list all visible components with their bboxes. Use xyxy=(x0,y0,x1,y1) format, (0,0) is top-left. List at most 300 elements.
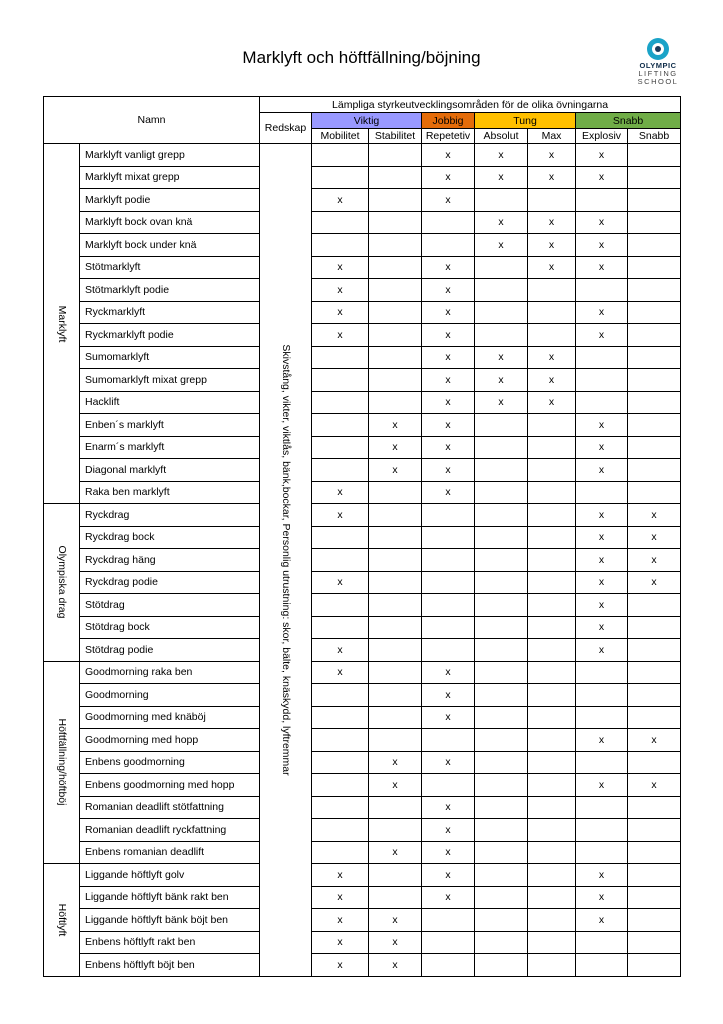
mark-cell-absolut: x xyxy=(475,144,528,167)
mark-cell-explosiv: x xyxy=(576,436,628,459)
mark-cell-explosiv: x xyxy=(576,256,628,279)
mark-cell-stabilitet: x xyxy=(369,931,422,954)
column-header-absolut: Absolut xyxy=(475,129,528,144)
mark-cell-absolut xyxy=(475,819,528,842)
mark-cell-repetetiv: x xyxy=(422,436,475,459)
mark-cell-absolut xyxy=(475,864,528,887)
table-row xyxy=(44,931,681,954)
exercise-name: Goodmorning xyxy=(80,684,260,707)
exercise-name: Stötmarklyft podie xyxy=(80,279,260,302)
table-row xyxy=(44,886,681,909)
mark-cell-explosiv xyxy=(576,279,628,302)
mark-cell-repetetiv: x xyxy=(422,324,475,347)
mark-cell-explosiv xyxy=(576,751,628,774)
mark-cell-max: x xyxy=(528,256,576,279)
exercise-name: Enarm´s marklyft xyxy=(80,436,260,459)
mark-cell-mobilitet xyxy=(312,391,369,414)
exercise-table xyxy=(43,96,681,977)
mark-cell-explosiv: x xyxy=(576,459,628,482)
exercise-name: Marklyft mixat grepp xyxy=(80,166,260,189)
table-row xyxy=(44,684,681,707)
table-row xyxy=(44,841,681,864)
mark-cell-absolut xyxy=(475,436,528,459)
mark-cell-stabilitet xyxy=(369,256,422,279)
mark-cell-stabilitet: x xyxy=(369,774,422,797)
mark-cell-snabb xyxy=(628,684,681,707)
table-row xyxy=(44,256,681,279)
table-row xyxy=(44,144,681,167)
mark-cell-mobilitet xyxy=(312,369,369,392)
olympic-lifting-school-logo xyxy=(630,38,686,86)
logo-line-3: SCHOOL xyxy=(637,77,679,86)
mark-cell-snabb xyxy=(628,796,681,819)
mark-cell-repetetiv xyxy=(422,211,475,234)
mark-cell-repetetiv xyxy=(422,526,475,549)
table-row xyxy=(44,864,681,887)
mark-cell-absolut xyxy=(475,279,528,302)
mark-cell-absolut xyxy=(475,571,528,594)
mark-cell-repetetiv: x xyxy=(422,391,475,414)
logo-line-1: OLYMPIC xyxy=(639,61,677,70)
mark-cell-max xyxy=(528,549,576,572)
table-row xyxy=(44,234,681,257)
mark-cell-max xyxy=(528,639,576,662)
mark-cell-stabilitet xyxy=(369,526,422,549)
mark-cell-stabilitet xyxy=(369,234,422,257)
mark-cell-absolut xyxy=(475,549,528,572)
mark-cell-stabilitet xyxy=(369,639,422,662)
mark-cell-snabb: x xyxy=(628,774,681,797)
table-row xyxy=(44,954,681,977)
mark-cell-max xyxy=(528,864,576,887)
table-row xyxy=(44,481,681,504)
mark-cell-absolut: x xyxy=(475,166,528,189)
table-row xyxy=(44,279,681,302)
mark-cell-stabilitet xyxy=(369,594,422,617)
mark-cell-max xyxy=(528,504,576,527)
mark-cell-explosiv: x xyxy=(576,571,628,594)
exercise-name: Liggande höftlyft golv xyxy=(80,864,260,887)
mark-cell-repetetiv: x xyxy=(422,886,475,909)
table-row xyxy=(44,166,681,189)
mark-cell-stabilitet: x xyxy=(369,459,422,482)
mark-cell-stabilitet xyxy=(369,144,422,167)
mark-cell-repetetiv: x xyxy=(422,751,475,774)
mark-cell-repetetiv xyxy=(422,549,475,572)
mark-cell-absolut xyxy=(475,684,528,707)
mark-cell-max: x xyxy=(528,369,576,392)
mark-cell-stabilitet xyxy=(369,211,422,234)
page-title: Marklyft och höftfällning/böjning xyxy=(242,48,481,67)
mark-cell-mobilitet xyxy=(312,751,369,774)
mark-cell-snabb: x xyxy=(628,571,681,594)
mark-cell-mobilitet: x xyxy=(312,189,369,212)
mark-cell-repetetiv xyxy=(422,594,475,617)
mark-cell-explosiv xyxy=(576,684,628,707)
mark-cell-max xyxy=(528,324,576,347)
mark-cell-max xyxy=(528,594,576,617)
mark-cell-explosiv: x xyxy=(576,504,628,527)
mark-cell-absolut xyxy=(475,594,528,617)
table-row xyxy=(44,571,681,594)
mark-cell-stabilitet xyxy=(369,346,422,369)
mark-cell-explosiv: x xyxy=(576,414,628,437)
exercise-name: Romanian deadlift ryckfattning xyxy=(80,819,260,842)
mark-cell-snabb xyxy=(628,211,681,234)
group-snabb: Snabb xyxy=(576,113,681,129)
mark-cell-explosiv xyxy=(576,931,628,954)
mark-cell-absolut xyxy=(475,414,528,437)
mark-cell-stabilitet xyxy=(369,616,422,639)
mark-cell-stabilitet: x xyxy=(369,909,422,932)
mark-cell-snabb xyxy=(628,639,681,662)
mark-cell-max xyxy=(528,751,576,774)
mark-cell-max xyxy=(528,661,576,684)
mark-cell-absolut: x xyxy=(475,369,528,392)
mark-cell-max xyxy=(528,189,576,212)
redskap-text: Skivstång, vikter, viktlås, bänk,bockar, Personlig utrustning: skor, bälte, knäskydd, lyftremmar xyxy=(279,344,292,776)
mark-cell-explosiv: x xyxy=(576,324,628,347)
mark-cell-absolut xyxy=(475,481,528,504)
mark-cell-explosiv: x xyxy=(576,729,628,752)
mark-cell-mobilitet xyxy=(312,774,369,797)
mark-cell-max xyxy=(528,954,576,977)
exercise-name: Stötmarklyft xyxy=(80,256,260,279)
table-row xyxy=(44,189,681,212)
mark-cell-explosiv: x xyxy=(576,909,628,932)
exercise-name: Marklyft bock under knä xyxy=(80,234,260,257)
mark-cell-explosiv: x xyxy=(576,639,628,662)
mark-cell-absolut: x xyxy=(475,391,528,414)
mark-cell-snabb xyxy=(628,279,681,302)
exercise-name: Marklyft podie xyxy=(80,189,260,212)
exercise-name: Goodmorning raka ben xyxy=(80,661,260,684)
mark-cell-mobilitet xyxy=(312,234,369,257)
column-header-repetetiv: Repetetiv xyxy=(422,129,475,144)
mark-cell-repetetiv xyxy=(422,774,475,797)
table-row xyxy=(44,616,681,639)
table-row xyxy=(44,661,681,684)
table-row xyxy=(44,909,681,932)
exercise-name: Sumomarklyft xyxy=(80,346,260,369)
column-header-snabb: Snabb xyxy=(628,129,681,144)
exercise-name: Stötdrag bock xyxy=(80,616,260,639)
mark-cell-repetetiv xyxy=(422,616,475,639)
mark-cell-absolut xyxy=(475,324,528,347)
mark-cell-stabilitet xyxy=(369,796,422,819)
mark-cell-snabb xyxy=(628,706,681,729)
column-header-max: Max xyxy=(528,129,576,144)
mark-cell-max: x xyxy=(528,234,576,257)
mark-cell-snabb xyxy=(628,436,681,459)
mark-cell-explosiv: x xyxy=(576,526,628,549)
mark-cell-absolut xyxy=(475,729,528,752)
mark-cell-max xyxy=(528,886,576,909)
mark-cell-stabilitet: x xyxy=(369,954,422,977)
mark-cell-absolut xyxy=(475,504,528,527)
mark-cell-mobilitet xyxy=(312,346,369,369)
mark-cell-mobilitet xyxy=(312,211,369,234)
mark-cell-absolut xyxy=(475,616,528,639)
column-header-mobilitet: Mobilitet xyxy=(312,129,369,144)
table-row xyxy=(44,751,681,774)
table-row xyxy=(44,459,681,482)
mark-cell-explosiv xyxy=(576,661,628,684)
mark-cell-explosiv xyxy=(576,189,628,212)
exercise-name: Enbens höftlyft böjt ben xyxy=(80,954,260,977)
mark-cell-max xyxy=(528,436,576,459)
exercise-name: Goodmorning med knäböj xyxy=(80,706,260,729)
mark-cell-absolut xyxy=(475,661,528,684)
mark-cell-stabilitet xyxy=(369,661,422,684)
mark-cell-mobilitet xyxy=(312,459,369,482)
mark-cell-repetetiv: x xyxy=(422,841,475,864)
table-row xyxy=(44,639,681,662)
mark-cell-repetetiv xyxy=(422,234,475,257)
exercise-name: Ryckdrag häng xyxy=(80,549,260,572)
mark-cell-absolut xyxy=(475,256,528,279)
mark-cell-max xyxy=(528,571,576,594)
mark-cell-mobilitet: x xyxy=(312,931,369,954)
mark-cell-mobilitet xyxy=(312,414,369,437)
mark-cell-max: x xyxy=(528,166,576,189)
mark-cell-mobilitet: x xyxy=(312,639,369,662)
mark-cell-explosiv xyxy=(576,481,628,504)
mark-cell-max xyxy=(528,684,576,707)
mark-cell-repetetiv: x xyxy=(422,819,475,842)
exercise-name: Ryckdrag bock xyxy=(80,526,260,549)
table-row xyxy=(44,796,681,819)
category-label-text: Marklyft xyxy=(55,305,68,342)
mark-cell-mobilitet xyxy=(312,819,369,842)
mark-cell-snabb xyxy=(628,369,681,392)
mark-cell-repetetiv: x xyxy=(422,346,475,369)
mark-cell-repetetiv: x xyxy=(422,144,475,167)
mark-cell-absolut xyxy=(475,189,528,212)
exercise-name: Romanian deadlift stötfattning xyxy=(80,796,260,819)
mark-cell-max: x xyxy=(528,144,576,167)
mark-cell-absolut xyxy=(475,954,528,977)
table-row xyxy=(44,436,681,459)
mark-cell-stabilitet xyxy=(369,684,422,707)
mark-cell-repetetiv xyxy=(422,571,475,594)
exercise-name: Ryckdrag xyxy=(80,504,260,527)
mark-cell-stabilitet xyxy=(369,504,422,527)
exercise-name: Marklyft vanligt grepp xyxy=(80,144,260,167)
mark-cell-absolut xyxy=(475,526,528,549)
mark-cell-stabilitet xyxy=(369,549,422,572)
mark-cell-absolut xyxy=(475,909,528,932)
mark-cell-explosiv: x xyxy=(576,886,628,909)
header-redskap: Redskap xyxy=(260,113,312,144)
mark-cell-mobilitet xyxy=(312,436,369,459)
mark-cell-snabb xyxy=(628,594,681,617)
category-label-text: Olympiska drag xyxy=(55,545,68,619)
mark-cell-mobilitet xyxy=(312,706,369,729)
mark-cell-repetetiv: x xyxy=(422,661,475,684)
mark-cell-mobilitet xyxy=(312,549,369,572)
mark-cell-repetetiv xyxy=(422,504,475,527)
mark-cell-explosiv: x xyxy=(576,864,628,887)
mark-cell-explosiv xyxy=(576,391,628,414)
mark-cell-max xyxy=(528,774,576,797)
mark-cell-mobilitet: x xyxy=(312,256,369,279)
mark-cell-mobilitet: x xyxy=(312,571,369,594)
mark-cell-absolut xyxy=(475,796,528,819)
mark-cell-absolut xyxy=(475,931,528,954)
mark-cell-snabb xyxy=(628,256,681,279)
mark-cell-repetetiv: x xyxy=(422,369,475,392)
mark-cell-mobilitet xyxy=(312,526,369,549)
mark-cell-absolut: x xyxy=(475,234,528,257)
mark-cell-absolut xyxy=(475,841,528,864)
mark-cell-stabilitet xyxy=(369,819,422,842)
mark-cell-mobilitet xyxy=(312,729,369,752)
mark-cell-mobilitet: x xyxy=(312,481,369,504)
table-row xyxy=(44,774,681,797)
mark-cell-explosiv: x xyxy=(576,549,628,572)
mark-cell-mobilitet xyxy=(312,841,369,864)
mark-cell-snabb xyxy=(628,481,681,504)
mark-cell-explosiv xyxy=(576,346,628,369)
mark-cell-snabb xyxy=(628,414,681,437)
table-row xyxy=(44,594,681,617)
mark-cell-mobilitet: x xyxy=(312,909,369,932)
mark-cell-stabilitet xyxy=(369,864,422,887)
mark-cell-repetetiv: x xyxy=(422,684,475,707)
mark-cell-repetetiv: x xyxy=(422,414,475,437)
mark-cell-mobilitet: x xyxy=(312,279,369,302)
mark-cell-stabilitet xyxy=(369,166,422,189)
exercise-name: Raka ben marklyft xyxy=(80,481,260,504)
table-row xyxy=(44,369,681,392)
exercise-name: Goodmorning med hopp xyxy=(80,729,260,752)
mark-cell-repetetiv: x xyxy=(422,256,475,279)
category-label xyxy=(44,504,80,662)
table-row xyxy=(44,729,681,752)
table-row xyxy=(44,504,681,527)
exercise-name: Enbens goodmorning med hopp xyxy=(80,774,260,797)
mark-cell-repetetiv: x xyxy=(422,706,475,729)
mark-cell-mobilitet xyxy=(312,796,369,819)
exercise-name: Enbens höftlyft rakt ben xyxy=(80,931,260,954)
mark-cell-stabilitet xyxy=(369,301,422,324)
mark-cell-mobilitet: x xyxy=(312,886,369,909)
exercise-name: Stötdrag podie xyxy=(80,639,260,662)
mark-cell-stabilitet xyxy=(369,886,422,909)
mark-cell-max xyxy=(528,459,576,482)
mark-cell-repetetiv: x xyxy=(422,481,475,504)
mark-cell-explosiv xyxy=(576,954,628,977)
mark-cell-max xyxy=(528,931,576,954)
table-row xyxy=(44,526,681,549)
mark-cell-stabilitet: x xyxy=(369,436,422,459)
mark-cell-mobilitet xyxy=(312,594,369,617)
mark-cell-repetetiv xyxy=(422,954,475,977)
mark-cell-mobilitet: x xyxy=(312,504,369,527)
mark-cell-stabilitet xyxy=(369,189,422,212)
exercise-name: Enbens goodmorning xyxy=(80,751,260,774)
mark-cell-max xyxy=(528,706,576,729)
mark-cell-repetetiv: x xyxy=(422,279,475,302)
mark-cell-max xyxy=(528,279,576,302)
mark-cell-stabilitet xyxy=(369,391,422,414)
mark-cell-snabb xyxy=(628,931,681,954)
mark-cell-max xyxy=(528,481,576,504)
mark-cell-snabb xyxy=(628,324,681,347)
redskap-cell xyxy=(260,144,312,977)
mark-cell-snabb: x xyxy=(628,729,681,752)
mark-cell-mobilitet: x xyxy=(312,954,369,977)
mark-cell-stabilitet: x xyxy=(369,414,422,437)
mark-cell-snabb: x xyxy=(628,549,681,572)
mark-cell-explosiv xyxy=(576,796,628,819)
logo-icon xyxy=(647,38,669,60)
group-tung: Tung xyxy=(475,113,576,129)
mark-cell-repetetiv xyxy=(422,729,475,752)
exercise-name: Marklyft bock ovan knä xyxy=(80,211,260,234)
category-label xyxy=(44,661,80,864)
mark-cell-absolut xyxy=(475,706,528,729)
table-row xyxy=(44,391,681,414)
mark-cell-stabilitet: x xyxy=(369,841,422,864)
mark-cell-mobilitet xyxy=(312,144,369,167)
table-row xyxy=(44,211,681,234)
mark-cell-stabilitet xyxy=(369,324,422,347)
mark-cell-stabilitet xyxy=(369,369,422,392)
mark-cell-stabilitet: x xyxy=(369,751,422,774)
group-jobbig: Jobbig xyxy=(422,113,475,129)
category-label xyxy=(44,864,80,977)
mark-cell-mobilitet: x xyxy=(312,661,369,684)
mark-cell-explosiv: x xyxy=(576,774,628,797)
exercise-name: Ryckmarklyft podie xyxy=(80,324,260,347)
mark-cell-snabb: x xyxy=(628,526,681,549)
mark-cell-max xyxy=(528,909,576,932)
mark-cell-snabb xyxy=(628,301,681,324)
mark-cell-max xyxy=(528,796,576,819)
mark-cell-snabb xyxy=(628,661,681,684)
mark-cell-snabb xyxy=(628,909,681,932)
mark-cell-absolut xyxy=(475,459,528,482)
mark-cell-snabb xyxy=(628,144,681,167)
category-label xyxy=(44,144,80,504)
mark-cell-explosiv xyxy=(576,819,628,842)
column-header-explosiv: Explosiv xyxy=(576,129,628,144)
exercise-name: Enben´s marklyft xyxy=(80,414,260,437)
header-omraden: Lämpliga styrkeutvecklingsområden för de olika övningarna xyxy=(260,97,681,113)
table-row xyxy=(44,549,681,572)
mark-cell-explosiv: x xyxy=(576,234,628,257)
mark-cell-mobilitet xyxy=(312,616,369,639)
mark-cell-max xyxy=(528,414,576,437)
mark-cell-snabb xyxy=(628,616,681,639)
mark-cell-absolut: x xyxy=(475,346,528,369)
mark-cell-snabb xyxy=(628,751,681,774)
mark-cell-mobilitet: x xyxy=(312,864,369,887)
exercise-name: Sumomarklyft mixat grepp xyxy=(80,369,260,392)
mark-cell-explosiv: x xyxy=(576,166,628,189)
mark-cell-max xyxy=(528,526,576,549)
mark-cell-stabilitet xyxy=(369,571,422,594)
mark-cell-stabilitet xyxy=(369,279,422,302)
table-row xyxy=(44,819,681,842)
mark-cell-max xyxy=(528,616,576,639)
mark-cell-max xyxy=(528,841,576,864)
mark-cell-snabb xyxy=(628,189,681,212)
exercise-name: Hacklift xyxy=(80,391,260,414)
header-namn: Namn xyxy=(44,97,260,144)
